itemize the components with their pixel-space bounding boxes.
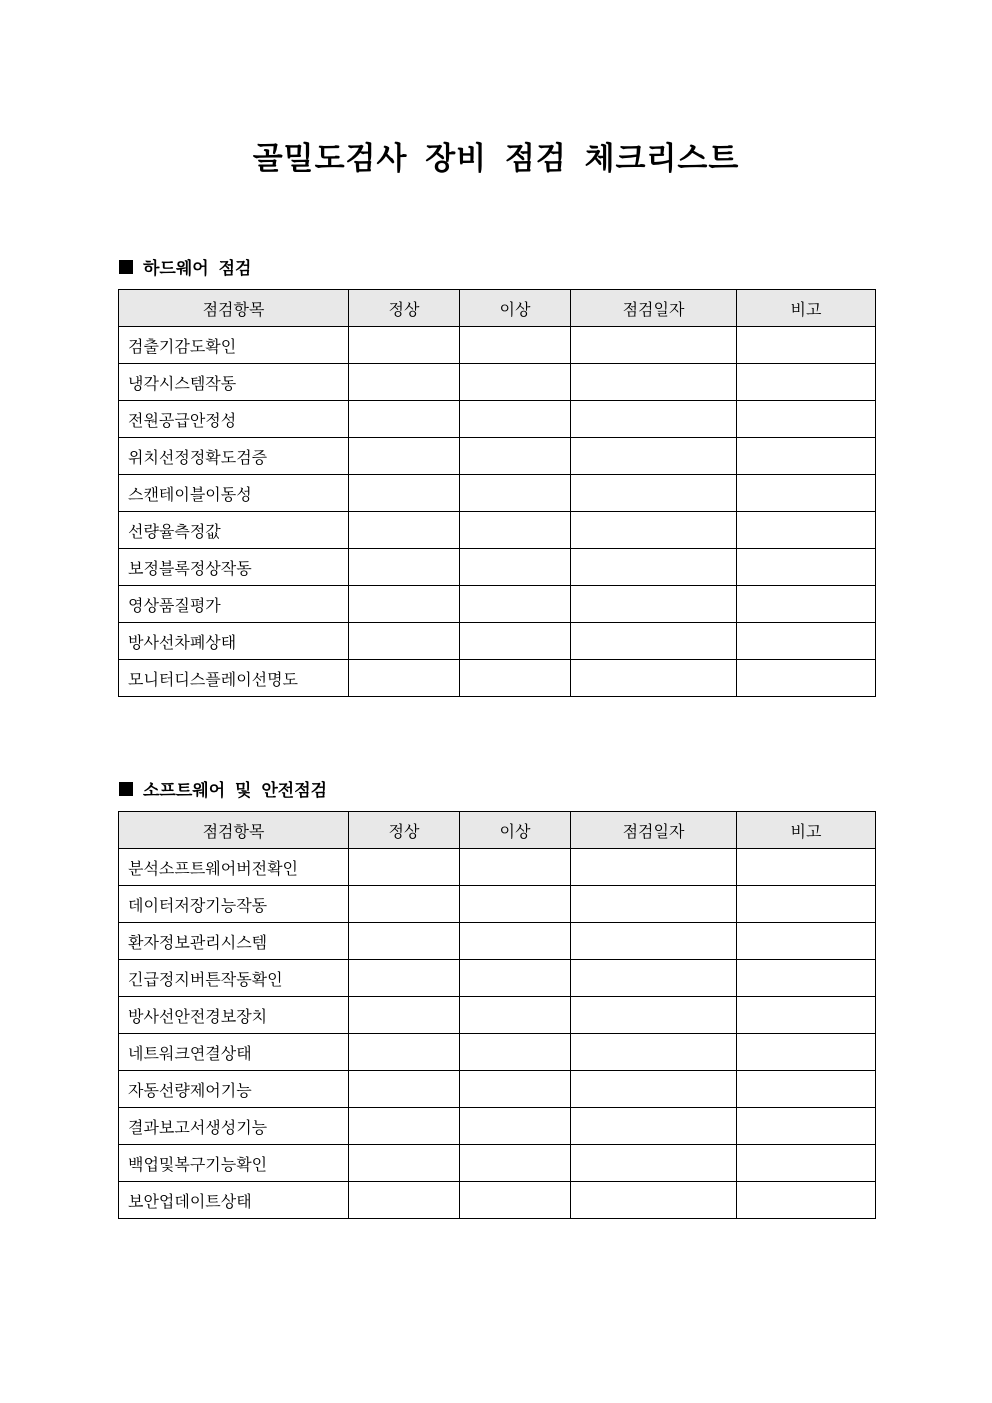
inspection-item: 보정블록정상작동 bbox=[119, 549, 349, 586]
remarks-cell[interactable] bbox=[737, 1071, 876, 1108]
table-row bbox=[119, 1182, 876, 1219]
inspection-item: 긴급정지버튼작동확인 bbox=[119, 960, 349, 997]
remarks-cell[interactable] bbox=[737, 886, 876, 923]
table-row bbox=[119, 1145, 876, 1182]
normal-check-cell[interactable] bbox=[349, 475, 460, 512]
inspection-item: 냉각시스템작동 bbox=[119, 364, 349, 401]
section-heading-software-safety bbox=[119, 776, 327, 801]
abnormal-check-cell[interactable] bbox=[460, 997, 571, 1034]
abnormal-check-cell[interactable] bbox=[460, 475, 571, 512]
normal-check-cell[interactable] bbox=[349, 586, 460, 623]
normal-check-cell[interactable] bbox=[349, 438, 460, 475]
date-cell[interactable] bbox=[571, 549, 737, 586]
normal-check-cell[interactable] bbox=[349, 960, 460, 997]
abnormal-check-cell[interactable] bbox=[460, 549, 571, 586]
normal-check-cell[interactable] bbox=[349, 1071, 460, 1108]
column-header-abnormal: 이상 bbox=[460, 290, 571, 327]
abnormal-check-cell[interactable] bbox=[460, 364, 571, 401]
inspection-item: 데이터저장기능작동 bbox=[119, 886, 349, 923]
inspection-item: 분석소프트웨어버전확인 bbox=[119, 849, 349, 886]
abnormal-check-cell[interactable] bbox=[460, 660, 571, 697]
table-row bbox=[119, 1108, 876, 1145]
remarks-cell[interactable] bbox=[737, 512, 876, 549]
table-row bbox=[119, 623, 876, 660]
table-row bbox=[119, 438, 876, 475]
inspection-item: 결과보고서생성기능 bbox=[119, 1108, 349, 1145]
column-header-remarks: 비고 bbox=[737, 812, 876, 849]
normal-check-cell[interactable] bbox=[349, 549, 460, 586]
remarks-cell[interactable] bbox=[737, 401, 876, 438]
abnormal-check-cell[interactable] bbox=[460, 438, 571, 475]
document-title: 골밀도검사 장비 점검 체크리스트 bbox=[252, 141, 740, 177]
abnormal-check-cell[interactable] bbox=[460, 960, 571, 997]
inspection-item: 모니터디스플레이선명도 bbox=[119, 660, 349, 697]
software-safety-checklist-table bbox=[118, 811, 876, 1219]
abnormal-check-cell[interactable] bbox=[460, 923, 571, 960]
table-row bbox=[119, 923, 876, 960]
table-header-row bbox=[119, 812, 876, 849]
abnormal-check-cell[interactable] bbox=[460, 512, 571, 549]
inspection-item: 영상품질평가 bbox=[119, 586, 349, 623]
inspection-item: 방사선차폐상태 bbox=[119, 623, 349, 660]
remarks-cell[interactable] bbox=[737, 960, 876, 997]
normal-check-cell[interactable] bbox=[349, 849, 460, 886]
date-cell[interactable] bbox=[571, 660, 737, 697]
table-row bbox=[119, 886, 876, 923]
column-header-date: 점검일자 bbox=[571, 812, 737, 849]
normal-check-cell[interactable] bbox=[349, 1108, 460, 1145]
remarks-cell[interactable] bbox=[737, 438, 876, 475]
inspection-item: 보안업데이트상태 bbox=[119, 1182, 349, 1219]
remarks-cell[interactable] bbox=[737, 1145, 876, 1182]
inspection-item: 전원공급안정성 bbox=[119, 401, 349, 438]
inspection-item: 방사선안전경보장치 bbox=[119, 997, 349, 1034]
table-row bbox=[119, 401, 876, 438]
table-row bbox=[119, 364, 876, 401]
normal-check-cell[interactable] bbox=[349, 623, 460, 660]
date-cell[interactable] bbox=[571, 923, 737, 960]
remarks-cell[interactable] bbox=[737, 660, 876, 697]
remarks-cell[interactable] bbox=[737, 623, 876, 660]
column-header-abnormal: 이상 bbox=[460, 812, 571, 849]
abnormal-check-cell[interactable] bbox=[460, 1108, 571, 1145]
normal-check-cell[interactable] bbox=[349, 1182, 460, 1219]
abnormal-check-cell[interactable] bbox=[460, 586, 571, 623]
table-row bbox=[119, 512, 876, 549]
date-cell[interactable] bbox=[571, 1182, 737, 1219]
date-cell[interactable] bbox=[571, 401, 737, 438]
normal-check-cell[interactable] bbox=[349, 997, 460, 1034]
date-cell[interactable] bbox=[571, 960, 737, 997]
remarks-cell[interactable] bbox=[737, 1108, 876, 1145]
table-row bbox=[119, 549, 876, 586]
abnormal-check-cell[interactable] bbox=[460, 623, 571, 660]
remarks-cell[interactable] bbox=[737, 549, 876, 586]
date-cell[interactable] bbox=[571, 475, 737, 512]
date-cell[interactable] bbox=[571, 849, 737, 886]
date-cell[interactable] bbox=[571, 1071, 737, 1108]
normal-check-cell[interactable] bbox=[349, 364, 460, 401]
inspection-item: 위치선정정확도검증 bbox=[119, 438, 349, 475]
normal-check-cell[interactable] bbox=[349, 1034, 460, 1071]
date-cell[interactable] bbox=[571, 512, 737, 549]
date-cell[interactable] bbox=[571, 364, 737, 401]
abnormal-check-cell[interactable] bbox=[460, 1034, 571, 1071]
date-cell[interactable] bbox=[571, 438, 737, 475]
table-row bbox=[119, 997, 876, 1034]
square-bullet-icon bbox=[119, 260, 133, 274]
remarks-cell[interactable] bbox=[737, 1034, 876, 1071]
abnormal-check-cell[interactable] bbox=[460, 1182, 571, 1219]
table-row bbox=[119, 1071, 876, 1108]
normal-check-cell[interactable] bbox=[349, 512, 460, 549]
remarks-cell[interactable] bbox=[737, 327, 876, 364]
column-header-date: 점검일자 bbox=[571, 290, 737, 327]
table-row bbox=[119, 586, 876, 623]
table-row bbox=[119, 849, 876, 886]
inspection-item: 백업및복구기능확인 bbox=[119, 1145, 349, 1182]
date-cell[interactable] bbox=[571, 586, 737, 623]
normal-check-cell[interactable] bbox=[349, 886, 460, 923]
abnormal-check-cell[interactable] bbox=[460, 1071, 571, 1108]
remarks-cell[interactable] bbox=[737, 364, 876, 401]
normal-check-cell[interactable] bbox=[349, 923, 460, 960]
column-header-item: 점검항목 bbox=[119, 812, 349, 849]
date-cell[interactable] bbox=[571, 1145, 737, 1182]
remarks-cell[interactable] bbox=[737, 475, 876, 512]
inspection-item: 자동선량제어기능 bbox=[119, 1071, 349, 1108]
normal-check-cell[interactable] bbox=[349, 660, 460, 697]
column-header-normal: 정상 bbox=[349, 290, 460, 327]
inspection-item: 환자정보관리시스템 bbox=[119, 923, 349, 960]
column-header-remarks: 비고 bbox=[737, 290, 876, 327]
hardware-checklist-table bbox=[118, 289, 876, 697]
remarks-cell[interactable] bbox=[737, 586, 876, 623]
column-header-item: 점검항목 bbox=[119, 290, 349, 327]
inspection-item: 선량율측정값 bbox=[119, 512, 349, 549]
section-heading-label: 소프트웨어 및 안전점검 bbox=[143, 781, 328, 801]
abnormal-check-cell[interactable] bbox=[460, 327, 571, 364]
inspection-item: 네트워크연결상태 bbox=[119, 1034, 349, 1071]
column-header-normal: 정상 bbox=[349, 812, 460, 849]
abnormal-check-cell[interactable] bbox=[460, 401, 571, 438]
table-row bbox=[119, 660, 876, 697]
date-cell[interactable] bbox=[571, 1034, 737, 1071]
normal-check-cell[interactable] bbox=[349, 401, 460, 438]
abnormal-check-cell[interactable] bbox=[460, 886, 571, 923]
normal-check-cell[interactable] bbox=[349, 1145, 460, 1182]
date-cell[interactable] bbox=[571, 1108, 737, 1145]
inspection-item: 검출기감도확인 bbox=[119, 327, 349, 364]
table-row bbox=[119, 475, 876, 512]
date-cell[interactable] bbox=[571, 327, 737, 364]
inspection-item: 스캔테이블이동성 bbox=[119, 475, 349, 512]
normal-check-cell[interactable] bbox=[349, 327, 460, 364]
section-heading-hardware bbox=[119, 254, 251, 279]
date-cell[interactable] bbox=[571, 623, 737, 660]
remarks-cell[interactable] bbox=[737, 923, 876, 960]
abnormal-check-cell[interactable] bbox=[460, 849, 571, 886]
date-cell[interactable] bbox=[571, 886, 737, 923]
abnormal-check-cell[interactable] bbox=[460, 1145, 571, 1182]
remarks-cell[interactable] bbox=[737, 1182, 876, 1219]
remarks-cell[interactable] bbox=[737, 849, 876, 886]
remarks-cell[interactable] bbox=[737, 997, 876, 1034]
square-bullet-icon bbox=[119, 782, 133, 796]
table-header-row bbox=[119, 290, 876, 327]
table-row bbox=[119, 960, 876, 997]
table-row bbox=[119, 1034, 876, 1071]
date-cell[interactable] bbox=[571, 997, 737, 1034]
table-row bbox=[119, 327, 876, 364]
section-heading-label: 하드웨어 점검 bbox=[143, 259, 252, 279]
